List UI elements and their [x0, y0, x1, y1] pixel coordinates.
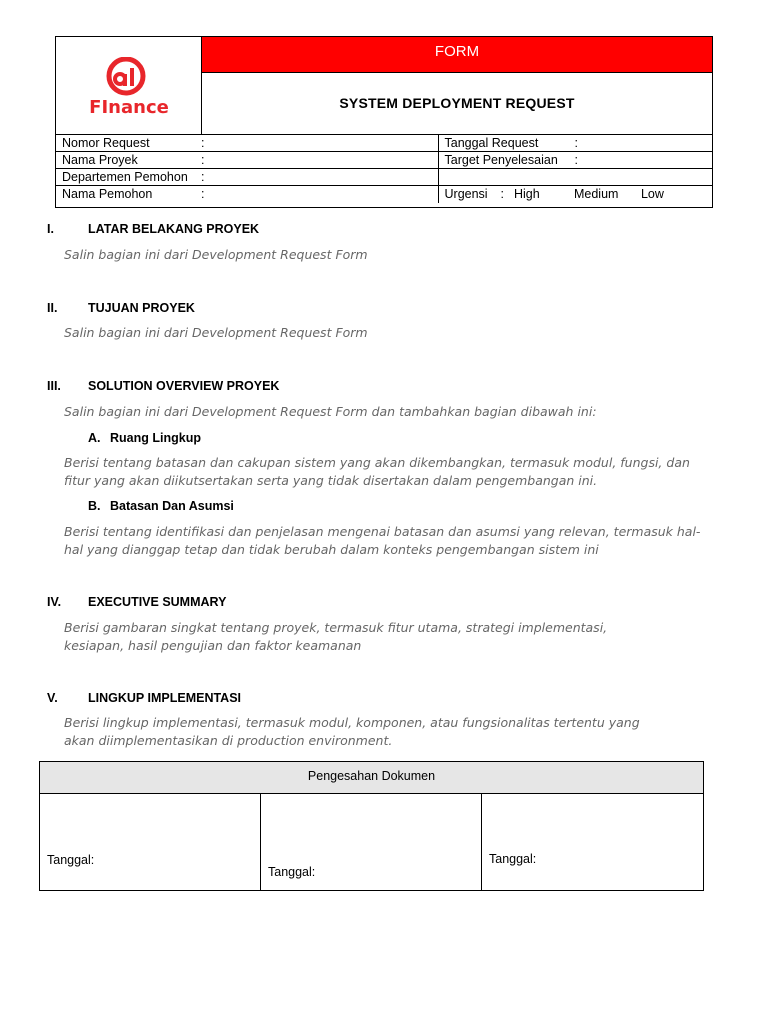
urgensi-field — [438, 186, 712, 203]
form-header — [55, 36, 713, 208]
nama-proyek-label: Nama Proyek — [62, 153, 138, 167]
approval-table — [39, 761, 704, 891]
departemen-pemohon-field[interactable] — [56, 169, 438, 186]
section-text: Salin bagian ini dari Development Request Form dan tambahkan bagian dibawah ini: — [64, 404, 597, 419]
colon: : — [201, 153, 205, 167]
urgency-low-option[interactable]: Low — [640, 187, 664, 202]
section-title: TUJUAN PROYEK — [88, 301, 195, 315]
colon: : — [574, 153, 578, 167]
urgency-medium-option[interactable]: Medium — [573, 187, 619, 202]
logo-text: FInance — [89, 97, 169, 118]
target-penyelesaian-label: Target Penyelesaian — [444, 153, 558, 167]
form-title: SYSTEM DEPLOYMENT REQUEST — [339, 95, 575, 111]
section-number: I. — [47, 222, 54, 236]
section-text: Berisi lingkup implementasi, termasuk modul, komponen, atau fungsionalitas tertentu yang akan diimplementasikan di production environment. — [64, 715, 640, 748]
colon: : — [574, 136, 578, 150]
form-label-bar: FORM — [202, 37, 712, 73]
target-penyelesaian-field[interactable] — [438, 152, 712, 169]
info-row — [56, 135, 712, 152]
signature-box[interactable] — [261, 794, 482, 890]
section-title: LINGKUP IMPLEMENTASI — [88, 691, 242, 705]
colon: : — [201, 136, 205, 150]
section-number: II. — [47, 301, 58, 315]
nama-pemohon-field[interactable] — [56, 186, 438, 203]
colon: : — [201, 170, 205, 184]
colon: : — [500, 187, 504, 202]
subsection-text: Berisi tentang identifikasi dan penjelasan mengenai batasan dan asumsi yang relevan, termasuk hal-hal yang dianggap tetap dan tidak berubah dalam konteks pengembangan sistem ini — [64, 524, 701, 557]
urgensi-label: Urgensi — [444, 187, 488, 202]
subsection-number: A. — [88, 431, 101, 445]
info-row — [56, 169, 712, 186]
subsection-title: Ruang Lingkup — [110, 431, 201, 445]
date-label: Tanggal: — [268, 865, 316, 879]
info-row — [56, 186, 712, 203]
date-label: Tanggal: — [47, 853, 95, 867]
colon: : — [201, 187, 205, 202]
logo — [56, 37, 202, 134]
approval-title: Pengesahan Dokumen — [40, 762, 703, 794]
nama-proyek-field[interactable] — [56, 152, 438, 169]
signature-box[interactable] — [482, 794, 703, 890]
section-title: SOLUTION OVERVIEW PROYEK — [88, 379, 280, 393]
subsection-title: Batasan Dan Asumsi — [110, 499, 234, 513]
date-label: Tanggal: — [489, 852, 537, 866]
subsection-number: B. — [88, 499, 101, 513]
nomor-request-label: Nomor Request — [62, 136, 150, 150]
section-number: IV. — [47, 595, 62, 609]
urgency-high-option[interactable]: High — [513, 187, 540, 202]
tanggal-request-label: Tanggal Request — [444, 136, 539, 150]
departemen-pemohon-label: Departemen Pemohon — [62, 170, 188, 184]
subsection-text: Berisi tentang batasan dan cakupan sistem yang akan dikembangkan, termasuk modul, fungsi, dan fitur yang akan diikutsertakan serta yang tidak disertakan dalam pengembangan ini. — [64, 455, 690, 488]
section-title: EXECUTIVE SUMMARY — [88, 595, 227, 609]
nomor-request-field[interactable] — [56, 135, 438, 152]
signature-box[interactable] — [40, 794, 261, 890]
section-number: V. — [47, 691, 58, 705]
info-row — [56, 152, 712, 169]
tanggal-request-field[interactable] — [438, 135, 712, 152]
section-text: Salin bagian ini dari Development Request Form — [64, 247, 368, 262]
section-number: III. — [47, 379, 61, 393]
section-text: Salin bagian ini dari Development Request Form — [64, 325, 368, 340]
nama-pemohon-label: Nama Pemohon — [62, 187, 153, 202]
section-text: Berisi gambaran singkat tentang proyek, termasuk fitur utama, strategi implementasi, kesiapan, hasil pengujian dan faktor keamanan — [64, 620, 608, 653]
empty-field — [438, 169, 712, 186]
request-info-table — [56, 134, 712, 203]
section-title: LATAR BELAKANG PROYEK — [88, 222, 260, 236]
finance-logo-icon — [104, 57, 152, 97]
